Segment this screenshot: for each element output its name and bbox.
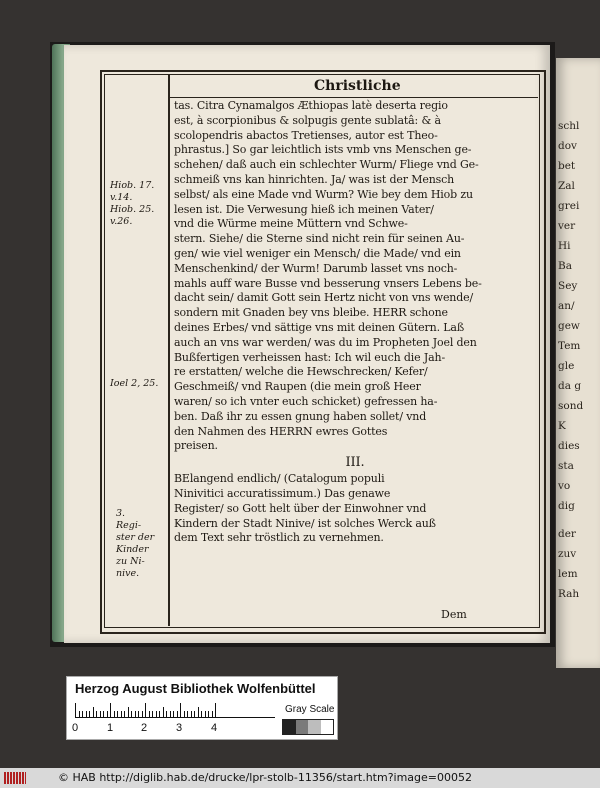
ruler-tick [152, 711, 153, 717]
ruler-tick [131, 711, 132, 717]
ruler-tick [142, 711, 143, 717]
ruler-tick [82, 711, 83, 717]
ruler-tick [145, 703, 146, 717]
text-line: phrastus.] So gar leichtlich ists vmb vns Menschen ge- [174, 143, 472, 157]
margin-note-line: Hiob. 25. [110, 204, 155, 215]
margin-note-joel [110, 378, 158, 390]
ruler-number: 2 [141, 722, 148, 734]
margin-note-line: v.14. [110, 192, 133, 203]
ruler-tick [138, 711, 139, 717]
gray-scale-label: Gray Scale [285, 704, 335, 715]
text-line: gen/ wie viel weniger ein Mensch/ die Made/ vnd ein [174, 246, 461, 260]
ruler-tick [107, 711, 108, 717]
next-page-fragment: vo [558, 480, 571, 492]
ruler-tick [156, 711, 157, 717]
gray-swatch [283, 720, 296, 734]
ruler-tick [177, 711, 178, 717]
ruler-number: 3 [176, 722, 183, 734]
text-line: scolopendris abactos Tretienses, autor est Theo- [174, 128, 438, 142]
margin-note-line: Kinder [116, 544, 149, 555]
ruler-tick [215, 703, 216, 717]
section-line: Kindern der Stadt Ninive/ ist solches Werck auß [174, 516, 436, 530]
ruler-number: 0 [72, 722, 79, 734]
text-line: den Nahmen des HERRN ewres Gottes [174, 424, 388, 438]
text-line: sondern mit Gnaden bey vns bleibe. HERR schone [174, 306, 448, 320]
gray-swatch [308, 720, 321, 734]
next-page-fragment: sta [558, 460, 574, 472]
next-page-fragment: Zal [558, 180, 575, 192]
footer-bar [0, 768, 600, 788]
ruler-tick [170, 711, 171, 717]
text-line: preisen. [174, 439, 218, 453]
next-page-fragment: der [558, 528, 576, 540]
next-page-fragment: grei [558, 200, 580, 212]
text-line: mahls auff ware Busse vnd besserung vnsers Lebens be- [174, 276, 482, 290]
section-line: BElangend endlich/ (Catalogum populi [174, 472, 385, 486]
text-line: tas. Citra Cynamalgos Æthiopas latè deserta regio [174, 99, 448, 112]
ruler-tick [212, 711, 213, 717]
margin-note-line: Regi- [116, 520, 142, 531]
text-line: stern. Siehe/ die Sterne sind nicht rein für seinen Au- [174, 232, 465, 246]
hab-logo-icon [4, 772, 26, 784]
margin-note-line: v.26. [110, 216, 133, 227]
ruler-tick [128, 707, 129, 717]
ruler-tick [159, 711, 160, 717]
next-page-fragment: Hi [558, 240, 571, 252]
text-line: re erstatten/ welche die Hewschrecken/ Kefer/ [174, 365, 428, 379]
next-page-fragment: gew [558, 320, 580, 332]
ruler-tick [163, 707, 164, 717]
ruler-tick [208, 711, 209, 717]
text-line: auch an vns war werden/ was du im Propheten Joel den [174, 335, 477, 349]
text-line: Geschmeiß/ vnd Raupen (die mein groß Heer [174, 380, 421, 394]
ruler-tick [110, 703, 111, 717]
text-line: lesen ist. Die Verwesung hieß ich meinen Vater/ [174, 202, 434, 216]
ruler-tick [93, 707, 94, 717]
ruler-number: 1 [107, 722, 114, 734]
ruler-tick [114, 711, 115, 717]
ruler-tick [135, 711, 136, 717]
text-line: schehen/ daß auch ein schlechter Wurm/ Fliege vnd Ge- [174, 158, 479, 172]
margin-note-line: Ioel 2, 25. [110, 378, 159, 389]
ruler-tick [149, 711, 150, 717]
ruler-tick [194, 711, 195, 717]
next-page-fragment: dig [558, 500, 575, 512]
ruler-tick [205, 711, 206, 717]
margin-note-line: 3. [116, 508, 126, 519]
book-page [64, 45, 550, 643]
text-line: Bußfertigen verheissen hast: Ich wil euch die Jah- [174, 350, 446, 364]
next-page-fragment: ver [558, 220, 576, 232]
ruler-tick [184, 711, 185, 717]
next-page-fragment: gle [558, 360, 575, 372]
next-page-fragment: bet [558, 160, 576, 172]
margin-note-line: nive. [116, 568, 140, 579]
ruler-tick [124, 711, 125, 717]
library-name: Herzog August Bibliothek Wolfenbüttel [75, 681, 316, 696]
text-line: vnd die Würme meine Müttern vnd Schwe- [174, 217, 408, 231]
ruler-tick [121, 711, 122, 717]
next-page-fragment: lem [558, 568, 578, 580]
ruler-tick [89, 711, 90, 717]
ruler-tick [86, 711, 87, 717]
text-line: dacht sein/ damit Gott sein Hertz nicht von vns wende/ [174, 291, 474, 305]
text-line: ben. Daß ihr zu essen gnung haben sollet/ vnd [174, 409, 427, 423]
next-page-fragment: da g [558, 380, 582, 392]
next-page-fragment: Tem [558, 340, 581, 352]
ruler-tick [103, 711, 104, 717]
text-line: schmeiß vns kan hinrichten. Ja/ was ist der Mensch [174, 172, 455, 186]
main-text [174, 99, 536, 546]
ruler-tick [100, 711, 101, 717]
next-page-fragment: Rah [558, 588, 580, 600]
next-page-fragment: Ba [558, 260, 572, 272]
head-rule [168, 97, 538, 98]
ruler-tick [166, 711, 167, 717]
margin-note-hiob [110, 180, 154, 228]
next-page-fragment: dies [558, 440, 580, 452]
next-page-fragment: an/ [558, 300, 575, 312]
text-line: waren/ so ich vnter euch schicket) gefressen ha- [174, 394, 438, 408]
section-line: Register/ so Gott helt über der Einwohner vnd [174, 501, 427, 515]
catchword: Dem [441, 608, 467, 621]
ruler-tick [173, 711, 174, 717]
next-page-fragment: dov [558, 140, 577, 152]
ruler-tick [79, 711, 80, 717]
margin-note-line: zu Ni- [116, 556, 145, 567]
next-page-fragment: zuv [558, 548, 577, 560]
text-line: deines Erbes/ vnd sättige vns mit deinen Gütern. Laß [174, 320, 465, 334]
next-page-fragment: schl [558, 120, 580, 132]
margin-note-line: ster der [116, 532, 155, 543]
text-line: est, à scorpionibus & solpugis gente sublatâ: & à [174, 113, 441, 127]
footer-copyright: © HAB http://diglib.hab.de/drucke/lpr-stolb-11356/start.htm?image=00052 [58, 771, 473, 784]
next-page-edge [556, 58, 600, 668]
text-line: Menschenkind/ der Wurm! Darumb lasset vns noch- [174, 261, 458, 275]
running-head: Christliche [314, 78, 401, 94]
gray-swatch [321, 720, 334, 734]
gray-swatch [296, 720, 309, 734]
margin-note-register [116, 508, 154, 580]
ruler-tick [180, 703, 181, 717]
section-numeral: III. [345, 455, 365, 471]
ruler-tick [201, 711, 202, 717]
ruler-tick [187, 711, 188, 717]
next-page-fragment: Sey [558, 280, 578, 292]
margin-rule [168, 74, 170, 626]
gray-scale-swatches [282, 719, 334, 735]
section-line: Ninivitici accuratissimum.) Das genawe [174, 486, 391, 500]
measurement-ruler [75, 701, 275, 718]
margin-note-line: Hiob. 17. [110, 180, 155, 191]
section-line: dem Text sehr tröstlich zu vernehmen. [174, 531, 384, 545]
next-page-fragment: sond [558, 400, 584, 412]
ruler-tick [198, 707, 199, 717]
library-label-card [66, 676, 338, 740]
text-line: selbst/ als eine Made vnd Wurm? Wie bey dem Hiob zu [174, 187, 473, 201]
ruler-tick [191, 711, 192, 717]
next-page-fragment: K [558, 420, 566, 432]
ruler-tick [96, 711, 97, 717]
ruler-number: 4 [211, 722, 218, 734]
ruler-tick [75, 703, 76, 717]
ruler-tick [117, 711, 118, 717]
